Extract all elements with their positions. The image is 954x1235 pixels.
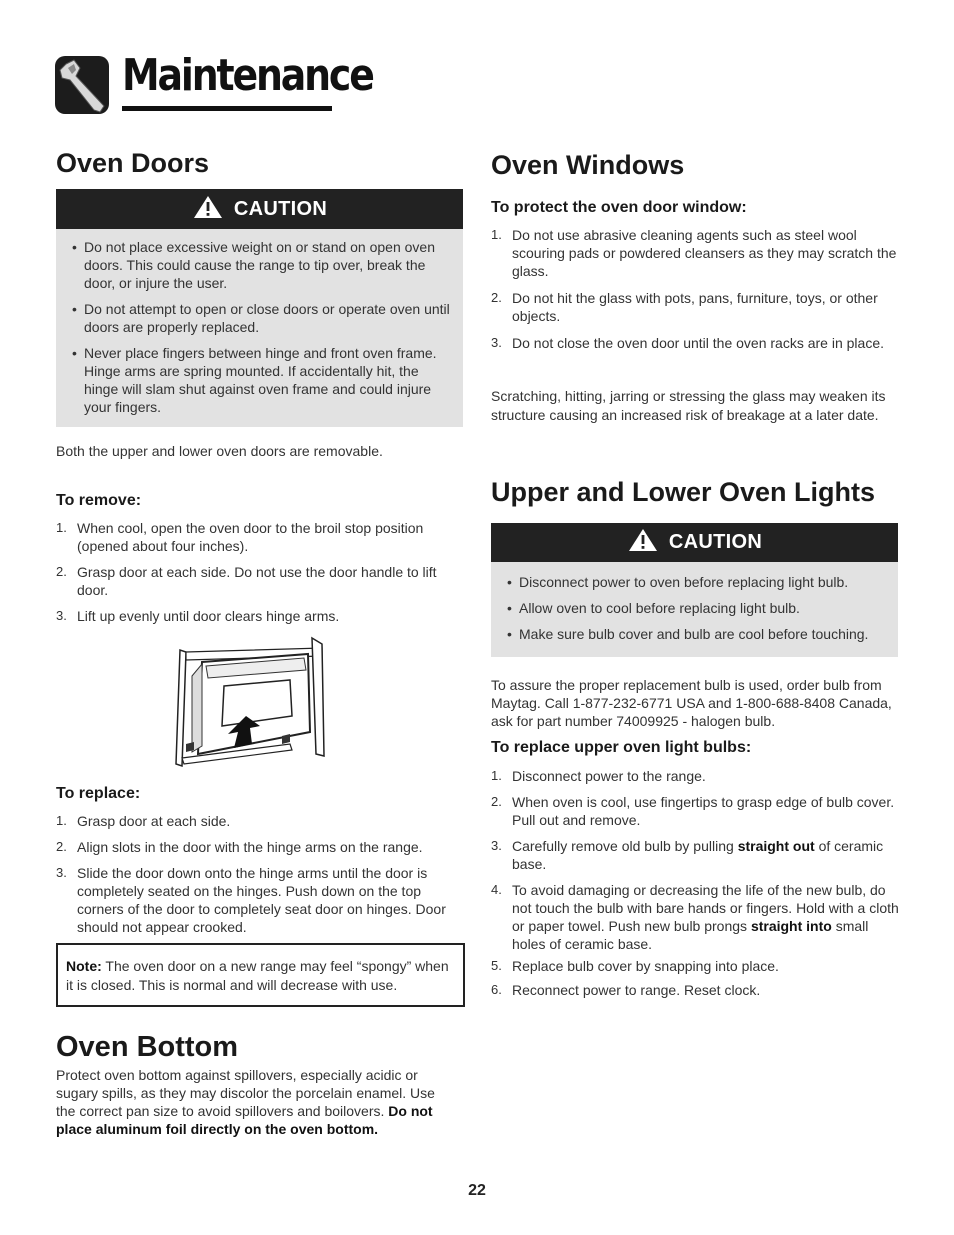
list-item: 3. Do not close the oven door until the oven racks are in place. <box>491 335 884 351</box>
list-item: 3. Lift up evenly until door clears hinge arms. <box>56 608 340 624</box>
oven-doors-caution <box>56 189 463 427</box>
caution-label: CAUTION <box>668 531 763 553</box>
caution-item: • Disconnect power to oven before replacing light bulb. <box>501 573 888 591</box>
caution-item: • Never place fingers between hinge and front oven frame. Hinge arms are spring mounted. If accidentally hit, the hinge will slam shut against oven frame and could injure your fingers. <box>66 344 453 416</box>
list-item: 1. Disconnect power to the range. <box>491 768 706 784</box>
caution-item: • Do not attempt to open or close doors or operate oven until doors are properly replaced. <box>66 300 453 336</box>
title-underline <box>122 106 332 111</box>
bulb-order-text: To assure the proper replacement bulb is used, order bulb from Maytag. Call 1-877-232-6771 USA and 1-800-688-8408 Canada, ask for part number 74009925 - halogen bulb. <box>491 677 892 729</box>
replace-heading: To replace: <box>56 785 141 802</box>
list-item: 1. Grasp door at each side. <box>56 813 231 829</box>
page-number: 22 <box>468 1182 486 1199</box>
oven-bottom-heading: Oven Bottom <box>56 1031 239 1063</box>
caution-item: • Allow oven to cool before replacing light bulb. <box>501 599 888 617</box>
caution-item: • Make sure bulb cover and bulb are cool before touching. <box>501 625 888 643</box>
list-item: 2. Align slots in the door with the hinge arms on the range. <box>56 839 423 855</box>
oven-door-illustration <box>172 636 327 768</box>
caution-bar <box>56 189 463 229</box>
wrench-logo-icon <box>54 54 112 116</box>
caution-item: • Do not place excessive weight on or stand on open oven doors. This could cause the range to tip over, break the door, or injure the user. <box>66 238 453 292</box>
list-item: 4. To avoid damaging or decreasing the life of the new bulb, do not touch the bulb with bare hands or fingers. Hold with a cloth or paper towel. Push new bulb prongs straight into small holes of ceramic base. <box>491 882 899 952</box>
warning-triangle-icon <box>627 527 659 558</box>
note-label: Note: <box>66 958 102 974</box>
caution-body <box>491 562 898 657</box>
caution-label: CAUTION <box>233 197 328 220</box>
list-item: 2. Grasp door at each side. Do not use the door handle to lift door. <box>56 564 437 598</box>
list-item: 1. Do not use abrasive cleaning agents such as steel wool scouring pads or powdered cleansers as they may scratch the glass. <box>491 227 897 279</box>
bulb-steps <box>491 767 899 1007</box>
list-item: 1. When cool, open the oven door to the broil stop position (opened about four inches). <box>56 520 424 554</box>
list-item: 6. Reconnect power to range. Reset clock. <box>491 982 761 998</box>
oven-lights-caution <box>491 523 898 657</box>
window-steps <box>491 226 899 360</box>
list-item: 3. Carefully remove old bulb by pulling straight out of ceramic base. <box>491 838 884 872</box>
note-text: The oven door on a new range may feel “spongy” when it is closed. This is normal and will decrease with use. <box>66 958 449 993</box>
remove-steps <box>56 519 464 633</box>
window-closing-text: Scratching, hitting, jarring or stressing the glass may weaken its structure causing an increased risk of breakage at a later date. <box>491 388 886 423</box>
replace-bulbs-heading: To replace upper oven light bulbs: <box>491 739 752 756</box>
list-item: 5. Replace bulb cover by snapping into place. <box>491 958 779 974</box>
note-box <box>56 943 465 1007</box>
list-item: 2. When oven is cool, use fingertips to grasp edge of bulb cover. Pull out and remove. <box>491 794 895 828</box>
list-item: 3. Slide the door down onto the hinge arms until the door is completely seated on the hinges. Push down on the top corners of the door to completely seat door on hinges. Door should not appear crooked. <box>56 865 446 935</box>
oven-bottom-warning: Do not place aluminum foil directly on the oven bottom. <box>56 1103 433 1137</box>
oven-doors-heading: Oven Doors <box>56 148 210 178</box>
page-title: Maintenance <box>122 50 373 101</box>
oven-doors-intro: Both the upper and lower oven doors are removable. <box>56 443 383 459</box>
oven-bottom-body: Protect oven bottom against spillovers, especially acidic or sugary spills, as they may discolor the porcelain enamel. Use the correct pan size to avoid spillovers and boilovers. <box>56 1067 435 1119</box>
caution-bar <box>491 523 898 562</box>
oven-lights-heading: Upper and Lower Oven Lights <box>491 477 876 507</box>
list-item: 2. Do not hit the glass with pots, pans, furniture, toys, or other objects. <box>491 290 878 324</box>
replace-steps <box>56 812 464 944</box>
oven-windows-heading: Oven Windows <box>491 150 685 180</box>
oven-bottom-text <box>56 1066 458 1138</box>
caution-body <box>56 229 463 427</box>
protect-window-heading: To protect the oven door window: <box>491 199 747 216</box>
remove-heading: To remove: <box>56 492 142 509</box>
warning-triangle-icon <box>192 194 224 225</box>
